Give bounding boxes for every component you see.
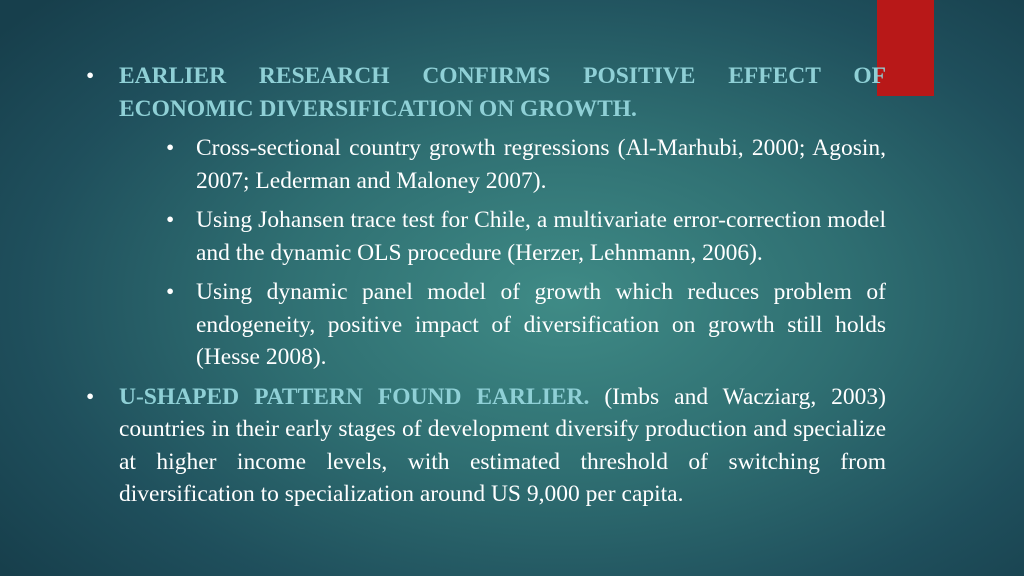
bullet-heading: U-SHAPED PATTERN FOUND EARLIER.	[119, 383, 590, 410]
sub-bullet-dynamic-panel	[86, 276, 886, 374]
bullet-u-shaped-pattern	[86, 381, 886, 511]
sub-bullet-dot-icon: •	[166, 279, 175, 305]
bullet-body-text: (Imbs and Wacziarg, 2003) countries in their early stages of development diversify production and specialize at higher income levels, with estimated threshold of switching from diversification to specialization around US 9,000 per capita.	[119, 383, 887, 507]
bullet-heading: EARLIER RESEARCH CONFIRMS POSITIVE EFFECT OF ECONOMIC DIVERSIFICATION ON GROWTH.	[119, 63, 886, 122]
sub-bullet-dot-icon: •	[166, 135, 175, 161]
bullet-earlier-research	[86, 60, 886, 125]
sub-bullet-text: Using Johansen trace test for Chile, a multivariate error-correction model and the dynamic OLS procedure (Herzer, Lehnmann, 2006).	[196, 207, 886, 266]
sub-bullet-text: Cross-sectional country growth regressions (Al-Marhubi, 2000; Agosin, 2007; Lederman and Maloney 2007).	[196, 135, 886, 194]
sub-bullet-cross-sectional	[86, 132, 886, 197]
slide-content	[86, 60, 886, 511]
bullet-dot-icon: •	[86, 383, 95, 410]
sub-bullet-dot-icon: •	[166, 207, 175, 233]
sub-bullet-text: Using dynamic panel model of growth which reduces problem of endogeneity, positive impact of diversification on growth still holds (Hesse 2008).	[196, 279, 886, 370]
bullet-dot-icon: •	[86, 63, 95, 89]
sub-bullet-johansen	[86, 204, 886, 269]
